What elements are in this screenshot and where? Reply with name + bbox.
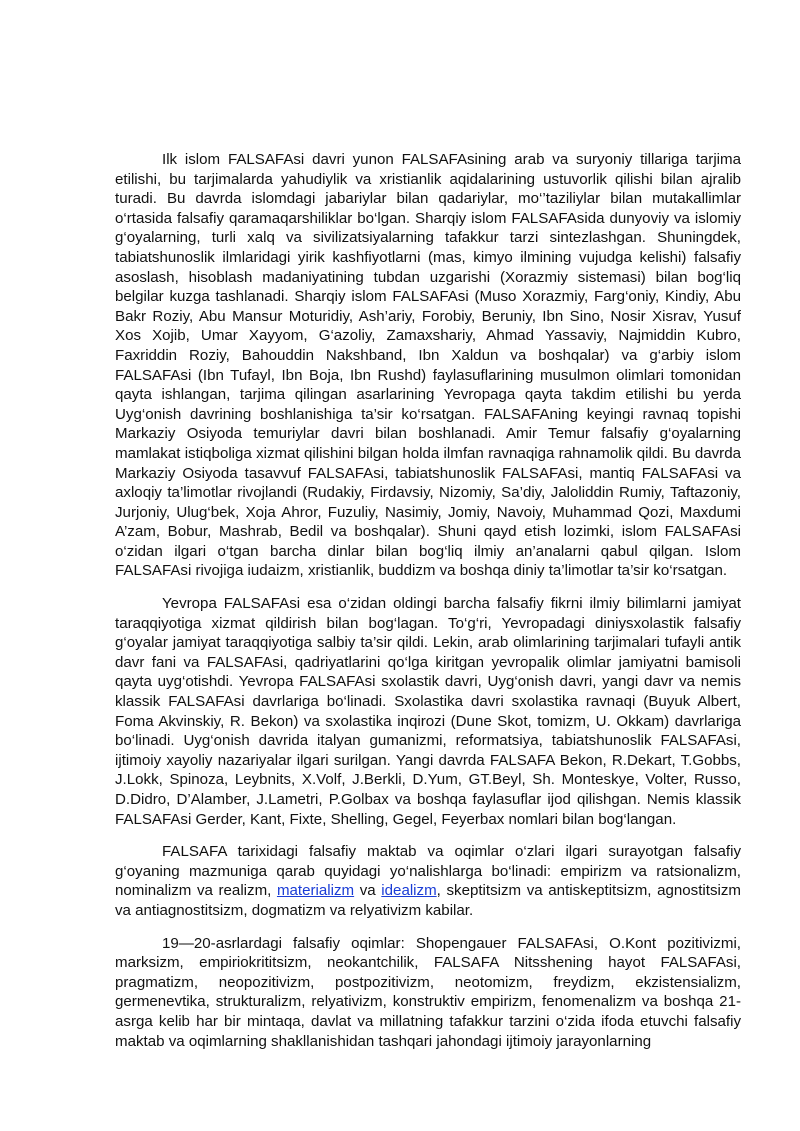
link-idealizm[interactable]: idealizm — [381, 882, 437, 900]
link-materializm[interactable]: materializm — [276, 882, 355, 900]
paragraph-modern-currents: 19—20-asrlardagi falsafiy oqimlar: Shopengauer FALSAFAsi, O.Kont pozitivizmi, marksizm, empiriokrititsizm, neokantchilik, FALSAFA Nitsshening hayot FALSAFAsi, pragmatizm, neopozitivizm, postpozitivizm, neotomizm, freydizm, ekzistensializm, germenevtika, strukturalizm, relyativizm, konstruktiv empirizm, fenomenalizm va boshqa 21-asrga kelib har bir mintaqa, davlat va millatning tafakkur tarzini o‘zida ifoda etuvchi falsafiy maktab va oqimlarning shakllanishidan tashqari jahondagi ijtimoiy jarayonlarning — [115, 934, 741, 1050]
document-page — [115, 150, 741, 1064]
paragraph-philosophical-schools — [115, 842, 741, 920]
paragraph-text-before: FALSAFA tarixidagi falsafiy maktab va oqimlar o‘zlari ilgari surayotgan falsafiy g‘oyaning mazmuniga qarab quyidagi yo‘nalishlarga bo‘linadi: empirizm va ratsionalizm, nominalizm va realizm, — [115, 843, 741, 900]
paragraph-islamic-philosophy: Ilk islom FALSAFAsi davri yunon FALSAFAsining arab va suryoniy tillariga tarjima etilishi, bu tarjimalarda yahudiylik va xristianlik aqidalarining ustuvorlik qilishi bilan ajralib turadi. Bu davrda islomdagi jabariylar bilan qadariylar, mo‘’taziliylar bilan mutakallimlar o‘rtasida falsafiy qaramaqarshiliklar bo‘lgan. Sharqiy islom FALSAFAsida dunyoviy va islomiy g‘oyalarning, turli xalq va sivilizatsiyalarning tafakkur tarzi sintezlashgan. Shuningdek, tabiatshunoslik ilmlaridagi yirik kashfiyotlarni (mas, kimyo ilmining vujudga kelishi) falsafiy asoslash, hisoblash madaniyatining tubdan uzgarishi (Xorazmiy sistemasi) bilan bog‘liq belgilar kuzga tashlanadi. Sharqiy islom FALSAFAsi (Muso Xorazmiy, Farg‘oniy, Kindiy, Abu Bakr Roziy, Abu Mansur Moturidiy, Ash’ariy, Forobiy, Beruniy, Ibn Sino, Nosir Xisrav, Yusuf Xos Xojib, Umar Xayyom, G‘azoliy, Zamaxshariy, Ahmad Yassaviy, Najmiddin Kubro, Faxriddin Roziy, Bahouddin Nakshband, Ibn Xaldun va boshqalar) va g‘arbiy islom FALSAFAsi (Ibn Tufayl, Ibn Boja, Ibn Rushd) faylasuflarining musulmon olimlari tomonidan qayta ishlangan, tarjima qilingan asarlarining Yevropaga qayta takdim etilishi bu yerda Uyg‘onish davrining boshlanishiga ta’sir ko‘rsatgan. FALSAFAning keyingi ravnaq topishi Markaziy Osiyoda temuriylar davri bilan boshlanadi. Amir Temur falsafiy g‘oyalarning mamlakat istiqboliga xizmat qilishini bilgan holda ilmfan ravnaqiga rahnamolik qildi. Bu davrda Markaziy Osiyoda tasavvuf FALSAFAsi, tabiatshunoslik FALSAFAsi, mantiq FALSAFAsi va axloqiy ta’limotlar rivojlandi (Rudakiy, Firdavsiy, Nizomiy, Sa’diy, Jaloliddin Rumiy, Taftazoniy, Jurjoniy, Ulug‘bek, Xoja Ahror, Fuzuliy, Nasimiy, Jomiy, Navoiy, Muhammad Qozi, Maxdumi A’zam, Bobur, Mashrab, Bedil va boshqalar). Shuni qayd etish lozimki, islom FALSAFAsi o‘zidan ilgari o‘tgan barcha dinlar bilan bog‘liq ilmiy an’analarni qabul qilgan. Islom FALSAFAsi rivojiga iudaizm, xristianlik, buddizm va boshqa diniy ta’limotlar ta’sir ko‘rsatgan. — [115, 151, 741, 580]
paragraph-text-middle: va — [354, 882, 382, 900]
paragraph-european-philosophy: Yevropa FALSAFAsi esa o‘zidan oldingi barcha falsafiy fikrni ilmiy bilimlarni jamiyat taraqqiyotiga xizmat qildirish bilan bog‘lagan. To‘g‘ri, Yevropadagi diniysxolastik falsafiy g‘oyalar jamiyat taraqqiyotiga salbiy ta’sir qildi. Lekin, arab olimlarining tarjimalari tufayli antik davr fani va FALSAFAsi, qadriyatlarini qo‘lga kiritgan yevropalik olimlar jamiyatni bamisoli qayta uyg‘otishdi. Yevropa FALSAFAsi sxolastik davri, Uyg‘onish davri, yangi davr va nemis klassik FALSAFAsi davrlariga bo‘linadi. Sxolastika davri sxolastika ravnaqi (Buyuk Albert, Foma Akvinskiy, R. Bekon) va sxolastika inqirozi (Dune Skot, tomizm, U. Okkam) davrlariga bo‘linadi. Uyg‘onish davrida italyan gumanizmi, reformatsiya, tabiatshunoslik FALSAFAsi, ijtimoiy xayoliy nazariyalar ilgari surilgan. Yangi davrda FALSAFA Bekon, R.Dekart, T.Gobbs, J.Lokk, Spinoza, Leybnits, X.Volf, J.Berkli, D.Yum, GT.Beyl, Sh. Monteskye, Volter, Russo, D.Didro, D’Alamber, J.Lametri, P.Golbax va boshqa faylasuflar ijod qilishgan. Nemis klassik FALSAFAsi Gerder, Kant, Fixte, Shelling, Gegel, Feyerbax nomlari bilan bog‘langan. — [115, 595, 741, 828]
paragraph-text-after: , skeptitsizm va antiskeptitsizm, agnostitsizm va antiagnostitsizm, dogmatizm va relyativizm kabilar. — [115, 882, 741, 919]
